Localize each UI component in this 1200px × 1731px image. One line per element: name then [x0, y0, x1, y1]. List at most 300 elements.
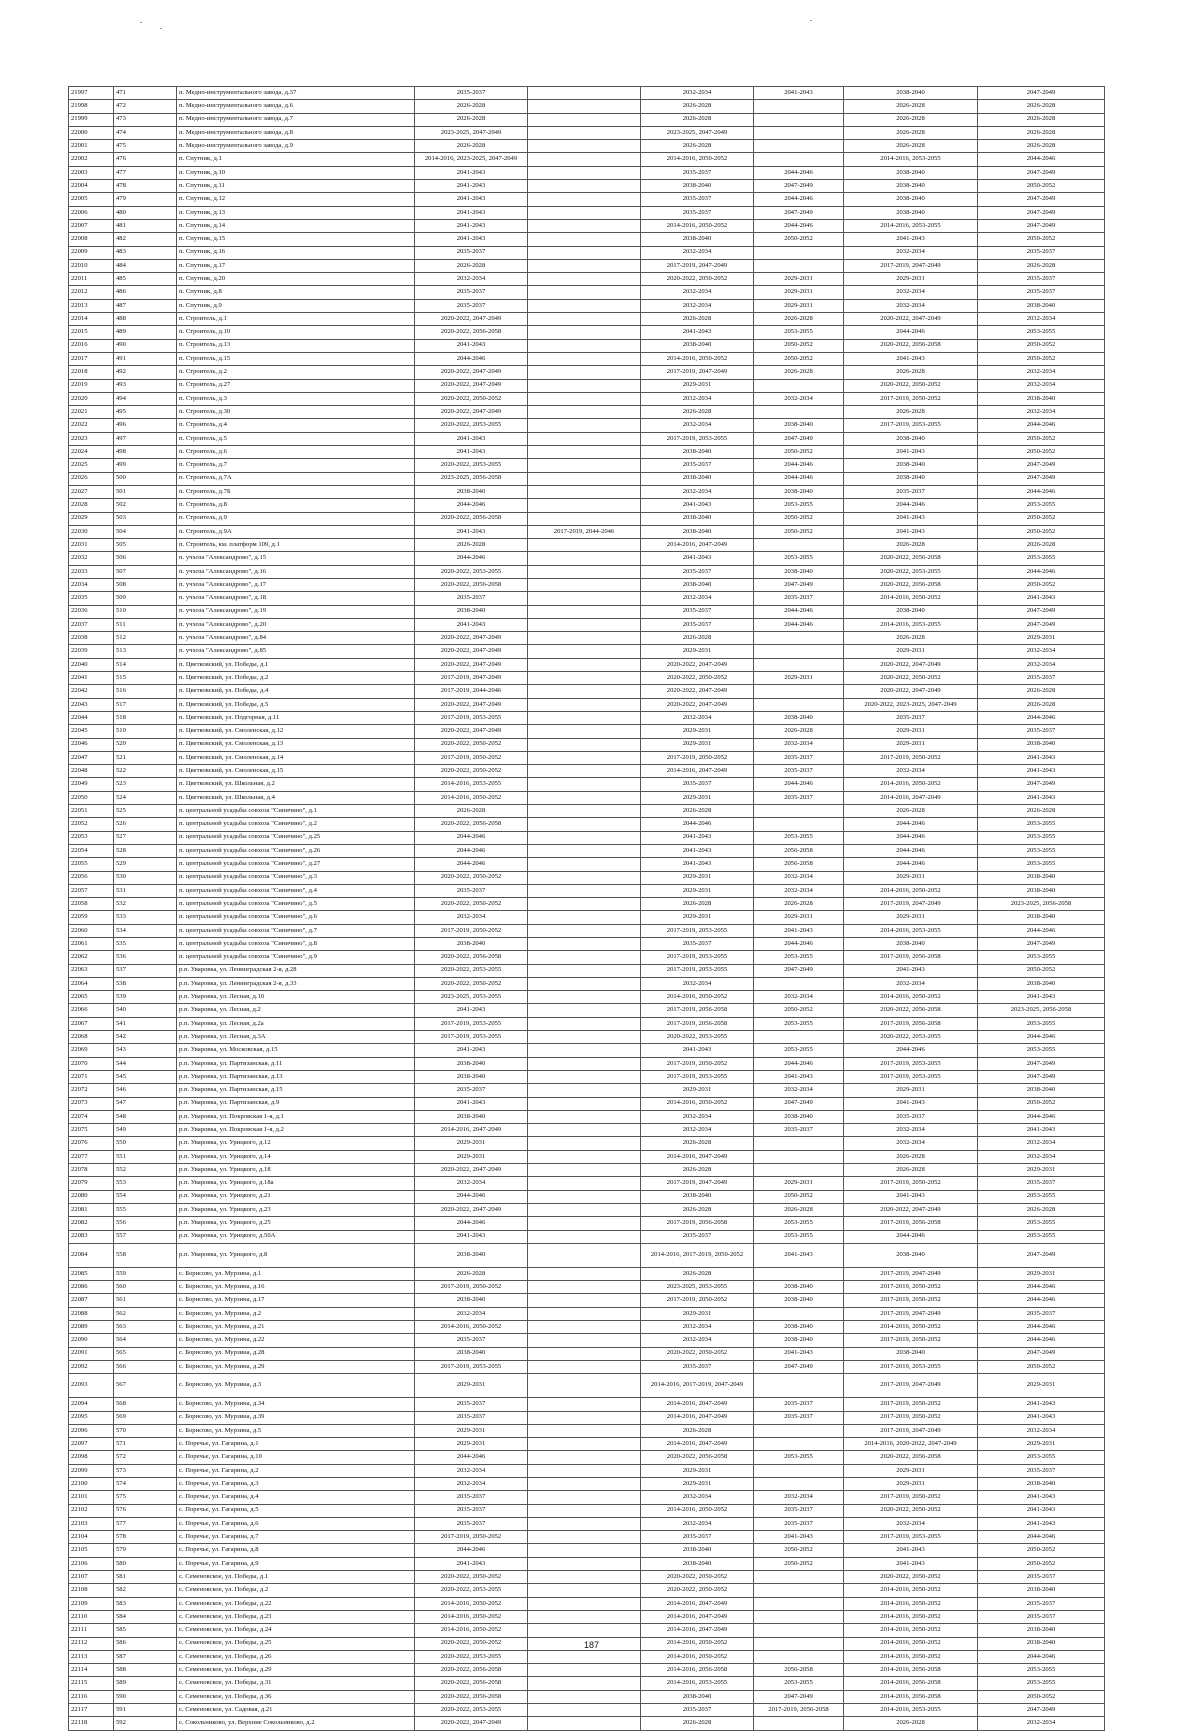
table-cell: 2032-2034	[641, 392, 754, 405]
table-cell: п. Цветковский, ул. Смоленская, д.13	[177, 738, 415, 751]
table-cell: 2050-2052	[978, 352, 1105, 365]
table-cell: 514	[114, 658, 177, 671]
table-cell: 2017-2019, 2056-2058	[641, 1017, 754, 1030]
table-cell: п. центральной усадьбы совхоза "Синичино", д.6	[177, 911, 415, 924]
table-cell: р.п. Уваровка, ул. Лесная, д.10	[177, 991, 415, 1004]
table-row	[69, 1321, 1105, 1334]
table-row	[69, 1571, 1105, 1584]
table-cell	[528, 1110, 641, 1123]
table-cell	[528, 1491, 641, 1504]
table-cell: 2035-2037	[844, 485, 978, 498]
table-cell: 2041-2043	[415, 219, 528, 232]
table-cell: 474	[114, 126, 177, 139]
table-cell: 481	[114, 219, 177, 232]
table-cell: с. Поречье, ул. Гагарина, д.2	[177, 1464, 415, 1477]
table-cell: 2047-2049	[978, 472, 1105, 485]
table-row	[69, 645, 1105, 658]
table-cell: р.п. Уваровка, ул. Лесная, д.2а	[177, 1017, 415, 1030]
table-cell	[754, 1267, 844, 1280]
table-cell: 507	[114, 565, 177, 578]
table-cell: 22073	[69, 1097, 114, 1110]
table-cell: 2017-2019, 2047-2049	[641, 366, 754, 379]
table-cell: п. Строитель, км. платформ 109, д.1	[177, 539, 415, 552]
table-cell: 512	[114, 632, 177, 645]
table-cell: 2014-2016, 2050-2052	[844, 1584, 978, 1597]
table-cell	[528, 1664, 641, 1677]
table-cell: 21997	[69, 87, 114, 100]
table-cell: 2044-2046	[978, 485, 1105, 498]
table-cell: 2020-2022, 2047-2049	[415, 725, 528, 738]
table-cell: 2035-2037	[844, 1110, 978, 1123]
table-cell: 559	[114, 1267, 177, 1280]
table-row	[69, 1704, 1105, 1717]
table-cell: 538	[114, 977, 177, 990]
table-row	[69, 1004, 1105, 1017]
table-cell: 2044-2046	[978, 1031, 1105, 1044]
table-cell: 2041-2043	[844, 512, 978, 525]
table-cell: 506	[114, 552, 177, 565]
table-cell: 504	[114, 525, 177, 538]
table-cell: 577	[114, 1517, 177, 1530]
table-row	[69, 233, 1105, 246]
table-cell: 2014-2016, 2050-2052	[641, 219, 754, 232]
table-cell	[528, 658, 641, 671]
table-cell: п. центральной усадьбы совхоза "Синичино", д.4	[177, 884, 415, 897]
table-cell: 2041-2043	[978, 1124, 1105, 1137]
table-cell: 491	[114, 352, 177, 365]
table-cell: 22018	[69, 366, 114, 379]
table-cell	[528, 1477, 641, 1490]
table-cell	[528, 725, 641, 738]
table-cell: п. Цветковский, ул. Смоленская, д.15	[177, 765, 415, 778]
table-cell: 2035-2037	[415, 1491, 528, 1504]
table-cell	[528, 193, 641, 206]
table-cell: 2014-2016, 2050-2052	[415, 1624, 528, 1637]
table-cell: п. Цветковский, ул. Победы, д.1	[177, 658, 415, 671]
table-cell: 22016	[69, 339, 114, 352]
table-cell: 534	[114, 924, 177, 937]
table-cell	[528, 977, 641, 990]
table-cell	[528, 738, 641, 751]
table-cell: р.п. Уваровка, ул. Урицкого, д.21	[177, 1190, 415, 1203]
table-cell: 2014-2016, 2047-2049	[641, 1398, 754, 1411]
table-cell: 2041-2043	[978, 1411, 1105, 1424]
table-cell: 2029-2031	[754, 911, 844, 924]
table-cell: 2041-2043	[844, 964, 978, 977]
table-cell: п. Медно-инструментального завода, д.8	[177, 126, 415, 139]
table-cell: 2041-2043	[754, 1347, 844, 1360]
table-cell: 484	[114, 259, 177, 272]
table-row	[69, 485, 1105, 498]
table-cell	[754, 1307, 844, 1320]
table-cell: 2020-2022, 2047-2049	[844, 313, 978, 326]
table-cell: 2029-2031	[978, 1164, 1105, 1177]
table-cell: 516	[114, 685, 177, 698]
table-row	[69, 1597, 1105, 1610]
table-cell	[754, 1137, 844, 1150]
table-cell: 2050-2052	[754, 1544, 844, 1557]
table-cell: 2029-2031	[641, 1464, 754, 1477]
table-cell: 2041-2043	[978, 765, 1105, 778]
table-cell: 2026-2028	[844, 126, 978, 139]
table-cell: 2044-2046	[415, 1190, 528, 1203]
table-cell: 22097	[69, 1438, 114, 1451]
table-cell: 22061	[69, 938, 114, 951]
table-cell: 543	[114, 1044, 177, 1057]
table-row	[69, 1203, 1105, 1216]
table-cell: 2014-2016, 2056-2058	[844, 1690, 978, 1703]
table-row	[69, 352, 1105, 365]
table-cell: 2047-2049	[978, 1704, 1105, 1717]
table-cell	[528, 1650, 641, 1663]
table-cell	[528, 1084, 641, 1097]
table-cell: с. Семеновское, ул. Победы, д.36	[177, 1690, 415, 1703]
table-cell: 2017-2019, 2047-2049	[844, 1267, 978, 1280]
table-cell: 22046	[69, 738, 114, 751]
table-row	[69, 392, 1105, 405]
table-cell: 2026-2028	[641, 1717, 754, 1730]
table-cell	[528, 1610, 641, 1623]
table-cell: 22069	[69, 1044, 114, 1057]
table-row	[69, 725, 1105, 738]
table-row	[69, 618, 1105, 631]
table-cell: 2032-2034	[844, 246, 978, 259]
table-cell: р.п. Уваровка, ул. Урицкого, д.8	[177, 1243, 415, 1267]
table-cell: 471	[114, 87, 177, 100]
table-cell	[528, 100, 641, 113]
table-row	[69, 193, 1105, 206]
table-cell: р.п. Уваровка, ул. Партизанская, д.11	[177, 1057, 415, 1070]
table-cell	[528, 791, 641, 804]
table-cell: 2023-2025, 2056-2058	[978, 1004, 1105, 1017]
table-cell: 2038-2040	[754, 1334, 844, 1347]
table-cell: 2032-2034	[978, 1717, 1105, 1730]
table-row	[69, 751, 1105, 764]
table-cell: 2053-2055	[978, 1664, 1105, 1677]
table-cell: 22116	[69, 1690, 114, 1703]
table-cell: 2038-2040	[978, 1084, 1105, 1097]
table-cell: 2014-2016, 2050-2052	[641, 1637, 754, 1650]
table-cell: 2047-2049	[978, 87, 1105, 100]
table-cell	[754, 1464, 844, 1477]
table-cell: с. Борисово, ул. Мурзина, д.3	[177, 1374, 415, 1398]
table-cell	[528, 632, 641, 645]
table-cell: 2032-2034	[641, 1491, 754, 1504]
table-cell	[528, 884, 641, 897]
table-cell: 2032-2034	[754, 884, 844, 897]
table-cell: р.п. Уваровка, ул. Урицкого, д.14	[177, 1150, 415, 1163]
table-cell: 2035-2037	[754, 592, 844, 605]
table-cell: п. Строитель, д.27	[177, 379, 415, 392]
table-cell: 2035-2037	[978, 273, 1105, 286]
table-cell: 2041-2043	[844, 1097, 978, 1110]
table-cell: 2050-2052	[978, 525, 1105, 538]
table-cell: 2038-2040	[844, 472, 978, 485]
table-cell: с. Семеновское, ул. Садовая, д.21	[177, 1704, 415, 1717]
table-cell: 2020-2022, 2047-2049	[415, 313, 528, 326]
table-cell: 2014-2016, 2023-2025, 2047-2049	[415, 153, 528, 166]
table-row	[69, 1717, 1105, 1730]
table-row	[69, 313, 1105, 326]
table-cell: с. Сокольниково, ул. Верхние Сокольниково, д.2	[177, 1717, 415, 1730]
table-cell: 22054	[69, 844, 114, 857]
table-cell: 532	[114, 898, 177, 911]
table-cell: 2050-2052	[978, 446, 1105, 459]
table-cell: 2029-2031	[844, 645, 978, 658]
table-cell: 2014-2016, 2047-2049	[641, 765, 754, 778]
table-cell: 2017-2019, 2056-2058	[844, 1017, 978, 1030]
table-cell	[528, 1243, 641, 1267]
table-cell: 2038-2040	[754, 711, 844, 724]
table-cell: р.п. Уваровка, ул. Партизанская, д.13	[177, 1070, 415, 1083]
table-cell: р.п. Уваровка, ул. Покровская 1-я, д.1	[177, 1110, 415, 1123]
table-row	[69, 1230, 1105, 1243]
table-cell: 2041-2043	[978, 1504, 1105, 1517]
table-cell: 2044-2046	[844, 1230, 978, 1243]
table-cell: 573	[114, 1464, 177, 1477]
table-cell: 2029-2031	[641, 725, 754, 738]
table-cell: 2017-2019, 2053-2055	[641, 1070, 754, 1083]
table-cell	[528, 1177, 641, 1190]
table-cell: п. Цветковский, ул. Смоленская, д.14	[177, 751, 415, 764]
table-cell: 2041-2043	[978, 1491, 1105, 1504]
table-row	[69, 844, 1105, 857]
table-cell	[528, 1717, 641, 1730]
table-cell: 2014-2016, 2047-2049	[641, 1150, 754, 1163]
table-row	[69, 1307, 1105, 1320]
table-cell: 2047-2049	[978, 778, 1105, 791]
table-row	[69, 87, 1105, 100]
table-cell	[528, 1374, 641, 1398]
table-cell	[528, 219, 641, 232]
table-cell: 519	[114, 725, 177, 738]
table-cell: 2044-2046	[978, 153, 1105, 166]
table-cell: п. Строитель, д.8	[177, 499, 415, 512]
table-cell: 2050-2052	[978, 578, 1105, 591]
table-cell: 22113	[69, 1650, 114, 1663]
table-cell	[528, 751, 641, 764]
table-cell: 22022	[69, 419, 114, 432]
table-cell: с. Семеновское, ул. Победы, д.25	[177, 1637, 415, 1650]
table-cell	[754, 1624, 844, 1637]
table-cell	[528, 711, 641, 724]
table-cell: 2026-2028	[641, 1267, 754, 1280]
table-row	[69, 1557, 1105, 1570]
table-cell: 2035-2037	[415, 299, 528, 312]
table-cell	[528, 339, 641, 352]
table-cell: 568	[114, 1398, 177, 1411]
table-cell: 2041-2043	[754, 924, 844, 937]
table-cell: 525	[114, 805, 177, 818]
table-cell: 2038-2040	[978, 1637, 1105, 1650]
table-cell: 22099	[69, 1464, 114, 1477]
table-cell: р.п. Уваровка, ул. Урицкого, д.18	[177, 1164, 415, 1177]
table-cell: 2035-2037	[641, 1360, 754, 1373]
table-cell: 2026-2028	[641, 1203, 754, 1216]
table-cell: 2050-2052	[978, 1544, 1105, 1557]
table-cell	[754, 1374, 844, 1398]
table-cell: 2020-2022, 2050-2052	[641, 1347, 754, 1360]
table-cell: 2050-2052	[978, 512, 1105, 525]
table-row	[69, 206, 1105, 219]
table-cell: 579	[114, 1544, 177, 1557]
table-cell: 2017-2019, 2053-2055	[641, 964, 754, 977]
table-cell	[754, 113, 844, 126]
table-cell: 22000	[69, 126, 114, 139]
table-cell: 585	[114, 1624, 177, 1637]
table-cell: 2017-2019, 2050-2052	[844, 1281, 978, 1294]
table-cell: 2047-2049	[754, 1097, 844, 1110]
table-cell: 2020-2022, 2050-2052	[844, 379, 978, 392]
table-cell: 2026-2028	[978, 1203, 1105, 1216]
table-cell: 2035-2037	[415, 246, 528, 259]
table-cell	[528, 552, 641, 565]
table-cell	[754, 698, 844, 711]
table-cell: 2035-2037	[754, 751, 844, 764]
table-cell: 2053-2055	[978, 1217, 1105, 1230]
table-cell: 2032-2034	[754, 991, 844, 1004]
scan-speck	[140, 22, 142, 23]
table-cell: 2041-2043	[415, 1230, 528, 1243]
table-cell	[528, 1451, 641, 1464]
table-cell: п. центральной усадьбы совхоза "Синичино", д.27	[177, 858, 415, 871]
table-cell: 2032-2034	[978, 645, 1105, 658]
table-cell: п. Строитель, д.9А	[177, 525, 415, 538]
table-cell: 533	[114, 911, 177, 924]
table-cell: 22103	[69, 1517, 114, 1530]
table-cell: 2038-2040	[415, 1110, 528, 1123]
table-cell: 2050-2052	[978, 1360, 1105, 1373]
table-cell: 2041-2043	[641, 831, 754, 844]
table-cell	[528, 844, 641, 857]
table-cell: 2035-2037	[978, 1177, 1105, 1190]
table-cell: 2026-2028	[754, 1203, 844, 1216]
table-cell: 2041-2043	[415, 1557, 528, 1570]
table-cell	[528, 1150, 641, 1163]
table-cell: 2020-2022, 2056-2058	[844, 1004, 978, 1017]
table-row	[69, 818, 1105, 831]
table-cell: 2050-2052	[754, 233, 844, 246]
table-cell: 22087	[69, 1294, 114, 1307]
table-cell: 2047-2049	[978, 938, 1105, 951]
table-cell: 2038-2040	[844, 1243, 978, 1267]
table-cell: 2020-2022, 2050-2052	[641, 672, 754, 685]
table-cell: р.п. Уваровка, ул. Лесная, д.2	[177, 1004, 415, 1017]
table-cell: с. Поречье, ул. Гагарина, д.5	[177, 1504, 415, 1517]
table-cell: 488	[114, 313, 177, 326]
table-cell: 2053-2055	[754, 1044, 844, 1057]
table-cell: 2017-2019, 2050-2052	[844, 1398, 978, 1411]
table-row	[69, 366, 1105, 379]
table-row	[69, 1544, 1105, 1557]
table-cell: 22091	[69, 1347, 114, 1360]
table-cell: 22015	[69, 326, 114, 339]
table-cell: 2053-2055	[754, 1230, 844, 1243]
table-cell	[528, 924, 641, 937]
table-cell: 2020-2022, 2047-2049	[415, 1164, 528, 1177]
table-cell: 2044-2046	[754, 938, 844, 951]
table-cell: 2014-2016, 2047-2049	[415, 1124, 528, 1137]
table-cell: 2041-2043	[415, 193, 528, 206]
table-cell: 2017-2019, 2053-2055	[641, 432, 754, 445]
table-row	[69, 1584, 1105, 1597]
table-cell: 2026-2028	[641, 898, 754, 911]
table-cell	[528, 286, 641, 299]
table-cell: 2020-2022, 2047-2049	[641, 658, 754, 671]
table-cell: п. Строитель, д.4	[177, 419, 415, 432]
table-cell	[528, 1704, 641, 1717]
table-cell	[528, 206, 641, 219]
table-row	[69, 711, 1105, 724]
table-cell	[528, 1164, 641, 1177]
table-cell: 567	[114, 1374, 177, 1398]
table-cell: 552	[114, 1164, 177, 1177]
table-cell: 2026-2028	[844, 805, 978, 818]
table-cell: 548	[114, 1110, 177, 1123]
table-row	[69, 472, 1105, 485]
table-cell: 2035-2037	[754, 791, 844, 804]
table-cell: 2026-2028	[844, 1164, 978, 1177]
table-cell: 2038-2040	[641, 339, 754, 352]
table-cell: 2053-2055	[978, 1017, 1105, 1030]
table-cell: 22079	[69, 1177, 114, 1190]
table-cell: 2014-2016, 2050-2052	[844, 592, 978, 605]
table-cell: 2032-2034	[641, 286, 754, 299]
table-cell: 2023-2025, 2047-2049	[641, 126, 754, 139]
table-cell: 2047-2049	[978, 166, 1105, 179]
table-cell: с. Семеновское, ул. Победы, д.29	[177, 1664, 415, 1677]
table-cell: 2014-2016, 2050-2052	[415, 791, 528, 804]
table-cell: 472	[114, 100, 177, 113]
table-cell: 2035-2037	[978, 246, 1105, 259]
table-row	[69, 738, 1105, 751]
table-cell	[528, 326, 641, 339]
table-cell	[528, 618, 641, 631]
table-cell: 2017-2019, 2047-2049	[641, 259, 754, 272]
table-cell: 2044-2046	[415, 552, 528, 565]
table-cell: 22027	[69, 485, 114, 498]
table-cell: 528	[114, 844, 177, 857]
table-cell: 2032-2034	[844, 977, 978, 990]
table-cell: 2056-2058	[754, 858, 844, 871]
table-cell: 2026-2028	[641, 100, 754, 113]
table-cell	[528, 180, 641, 193]
table-cell: 521	[114, 751, 177, 764]
table-cell	[754, 632, 844, 645]
table-cell	[754, 1164, 844, 1177]
table-row	[69, 1374, 1105, 1398]
table-cell: 2050-2052	[754, 512, 844, 525]
table-cell: 2044-2046	[978, 711, 1105, 724]
table-cell: 2017-2019, 2047-2049	[844, 1424, 978, 1437]
table-cell: п. центральной усадьбы совхоза "Синичино", д.26	[177, 844, 415, 857]
table-cell: 2041-2043	[415, 233, 528, 246]
table-cell: 2020-2022, 2056-2058	[415, 1690, 528, 1703]
table-cell: 2047-2049	[754, 180, 844, 193]
table-cell: 2029-2031	[641, 1477, 754, 1490]
table-cell: 2044-2046	[415, 499, 528, 512]
table-cell: 589	[114, 1677, 177, 1690]
table-row	[69, 1438, 1105, 1451]
table-cell: 2053-2055	[978, 1190, 1105, 1203]
table-cell: 2017-2019, 2050-2052	[641, 1057, 754, 1070]
table-cell: 2014-2016, 2050-2052	[844, 778, 978, 791]
table-row	[69, 1031, 1105, 1044]
table-cell: 2050-2052	[978, 432, 1105, 445]
table-cell	[528, 1190, 641, 1203]
table-row	[69, 1070, 1105, 1083]
table-row	[69, 219, 1105, 232]
